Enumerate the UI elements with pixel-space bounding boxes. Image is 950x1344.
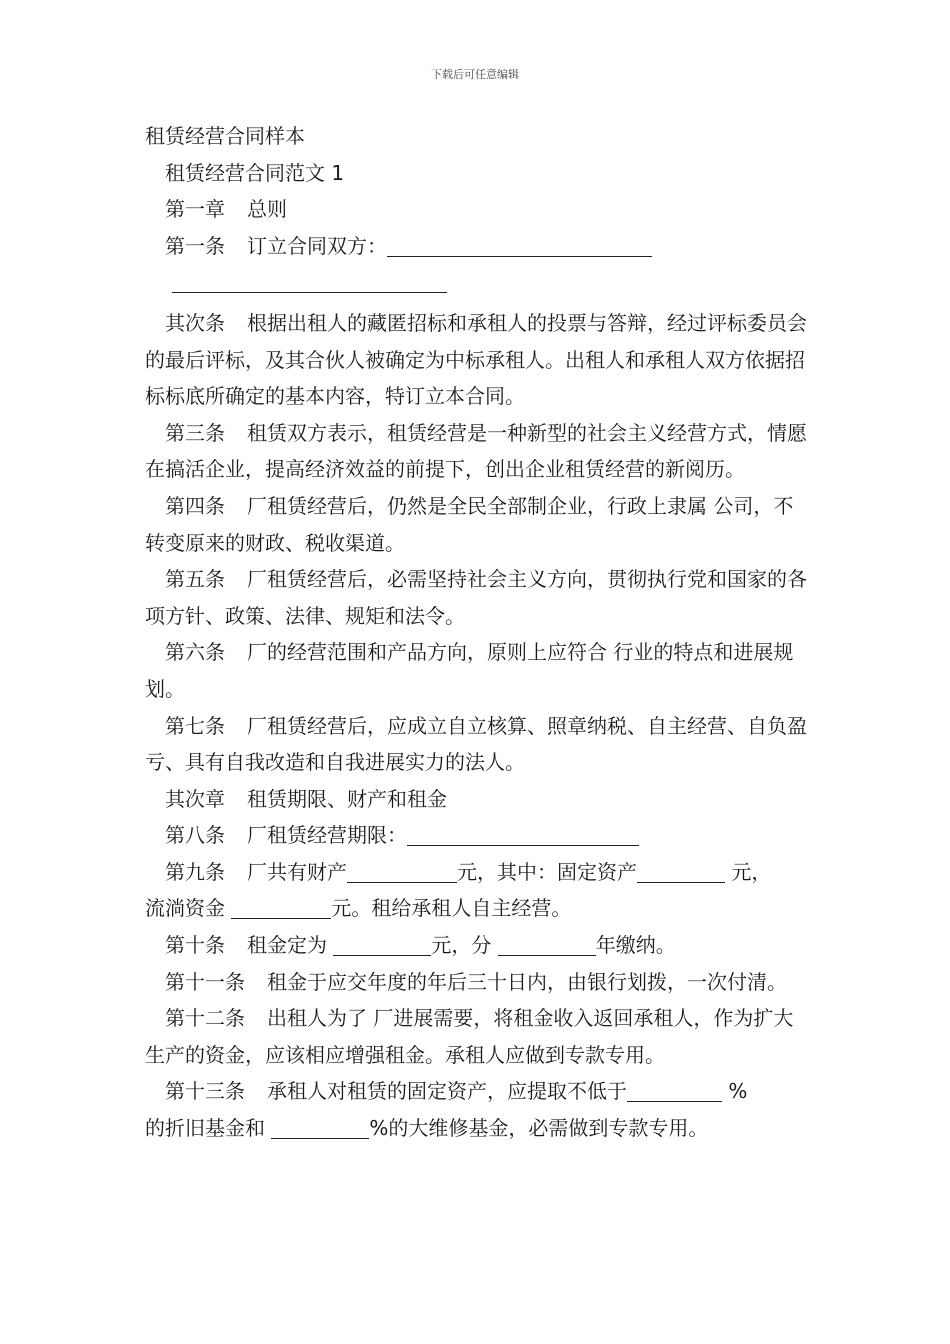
article-number: 第十条: [165, 933, 225, 958]
fill-blank[interactable]: [333, 933, 431, 956]
article-6: [145, 634, 810, 707]
fill-blank[interactable]: [347, 860, 457, 883]
document-body: [145, 118, 810, 1147]
chapter-title: 总则: [247, 197, 287, 222]
article-13: [145, 1073, 810, 1146]
article-1: [145, 228, 810, 265]
fill-blank[interactable]: [407, 823, 639, 846]
article-text: %的大维修基金，必需做到专款专用。: [369, 1116, 709, 1141]
article-text: 的折旧基金和: [145, 1116, 272, 1141]
fill-blank[interactable]: [637, 860, 725, 883]
chapter-1: [145, 191, 810, 228]
article-text: 流淌资金: [145, 896, 232, 921]
article-text: 租赁双方表示，租赁经营是一种新型的社会主义经营方式，情愿在搞活企业，提高经济效益的前提下，创出企业租赁经营的新阅历。: [145, 420, 807, 482]
article-text: 元，分: [431, 933, 498, 958]
document-title: 租赁经营合同样本: [145, 124, 305, 148]
article-number: 第十三条: [165, 1079, 245, 1104]
chapter-number: 其次章: [165, 786, 225, 811]
article-text: 厂租赁经营后，仍然是全民全部制企业，行政上隶属 公司，不转变原来的财政、税收渠道。: [145, 493, 794, 555]
article-text: 承租人对租赁的固定资产，应提取不低于: [267, 1079, 627, 1104]
article-number: 第七条: [165, 713, 225, 738]
chapter-number: 第一章: [165, 197, 225, 222]
article-text: %: [722, 1079, 748, 1104]
article-12: [145, 1000, 810, 1073]
fill-blank[interactable]: [498, 933, 596, 956]
article-text: 元。租给承租人自主经营。: [331, 896, 572, 921]
article-5: [145, 561, 810, 634]
article-text: 厂租赁经营期限：: [247, 823, 407, 848]
document-subtitle: 租赁经营合同范文 1: [165, 160, 345, 185]
article-1-continuation: [145, 264, 810, 301]
article-number: 第四条: [165, 493, 225, 518]
fill-blank[interactable]: [627, 1079, 722, 1102]
article-text: 厂租赁经营后，必需坚持社会主义方向，贯彻执行党和国家的各项方针、政策、法律、规矩和法令。: [145, 567, 807, 628]
article-text: 厂的经营范围和产品方向，原则上应符合 行业的特点和进展规划。: [145, 640, 794, 701]
article-text: 租金于应交年度的年后三十日内，由银行划拨，一次付清。: [267, 969, 787, 994]
fill-blank[interactable]: [231, 896, 331, 919]
article-10: [145, 927, 810, 964]
article-text: 元，: [725, 859, 772, 884]
article-text: 元，其中：固定资产: [457, 859, 637, 884]
article-number: 第八条: [165, 823, 225, 848]
article-number: 第三条: [165, 420, 225, 445]
article-text: 租金定为: [247, 933, 334, 958]
article-8: [145, 817, 810, 854]
article-text: 根据出租人的藏匿招标和承租人的投票与答辩，经过评标委员会的最后评标，及其合伙人被确定为中标承租人。出租人和承租人双方依据招标标底所确定的基本内容，特订立本合同。: [145, 310, 807, 409]
article-11: [145, 964, 810, 1001]
article-number: 第九条: [165, 859, 225, 884]
article-2: [145, 305, 810, 415]
fill-blank[interactable]: [387, 234, 652, 257]
article-text: 年缴纳。: [595, 933, 676, 958]
article-text: 厂共有财产: [247, 859, 347, 884]
article-3: [145, 415, 810, 488]
article-number: 第一条: [165, 233, 225, 258]
article-text: 出租人为了 厂进展需要，将租金收入返回承租人，作为扩大生产的资金，应该相应增强租金。承租人应做到专款专用。: [145, 1006, 794, 1067]
fill-blank[interactable]: [271, 1116, 369, 1139]
page-header-watermark: 下载后可任意编辑: [431, 68, 519, 81]
article-number: 第十一条: [165, 969, 245, 994]
article-number: 其次条: [165, 310, 225, 335]
article-text: 订立合同双方：: [247, 233, 387, 258]
fill-blank[interactable]: [172, 270, 447, 293]
article-text: 厂租赁经营后，应成立自立核算、照章纳税、自主经营、自负盈亏、具有自我改造和自我进展实力的法人。: [145, 713, 807, 775]
article-number: 第六条: [165, 640, 225, 665]
article-number: 第五条: [165, 567, 225, 592]
chapter-2: [145, 781, 810, 818]
article-number: 第十二条: [165, 1006, 245, 1031]
article-7: [145, 708, 810, 781]
chapter-title: 租赁期限、财产和租金: [247, 786, 447, 811]
article-4: [145, 488, 810, 561]
article-9: [145, 854, 810, 927]
